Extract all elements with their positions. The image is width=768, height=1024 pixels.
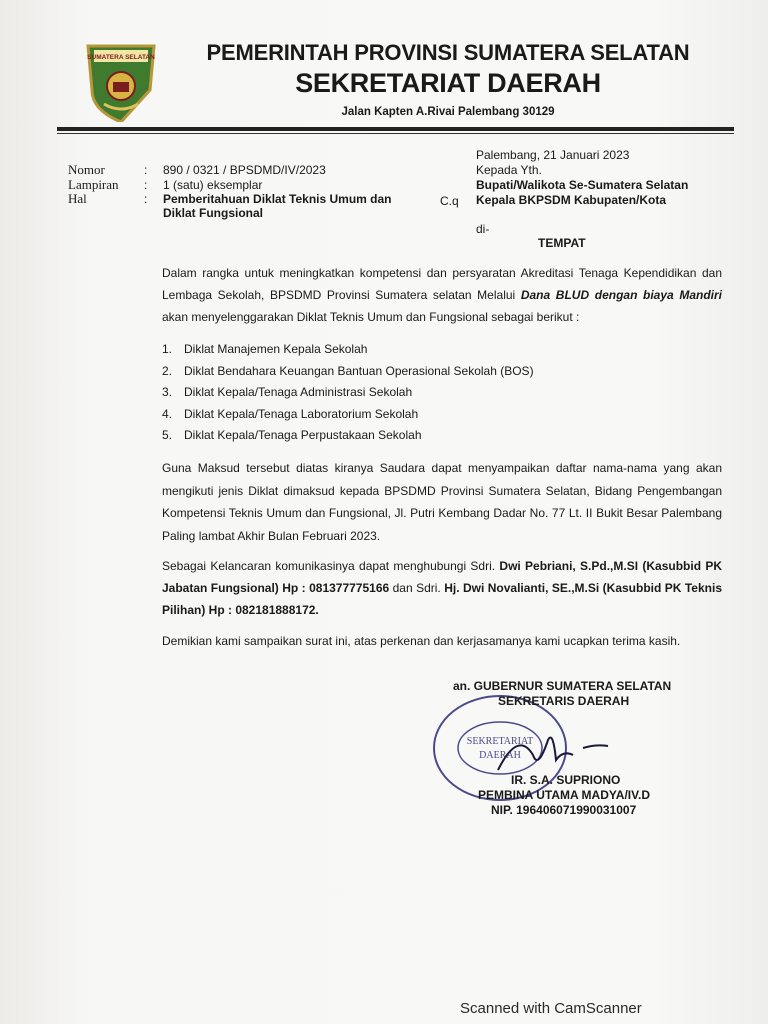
signer-name: IR. S.A. SUPRIONO [511,773,621,787]
intro-text-emphasis: Dana BLUD dengan biaya Mandiri [520,288,722,302]
contact-person-1: Dwi Pebriani, S.Pd.,M.SI (Kasubbid PK Jabatan Fungsional) Hp : 081377775166 [162,559,722,595]
lampiran-label: Lampiran [68,177,119,192]
signer-rank: PEMBINA UTAMA MADYA/IV.D [478,788,651,802]
intro-text-post: akan menyelenggarakan Diklat Teknis Umum dan Fungsional sebagai berikut : [162,310,580,324]
signature-title: SEKRETARIS DAERAH [498,694,630,708]
hal-label: Hal [68,191,87,206]
contact-paragraph [162,555,722,621]
diklat-list [162,339,534,447]
cq-label: C.q [440,194,459,208]
submission-paragraph: Guna Maksud tersebut diatas kiranya Saudara dapat menyampaikan daftar nama-nama yang akan mengikuti jenis Diklat dimaksud kepada BPSDMD Provinsi Sumatera Selatan, Bidang Pengembangan Kompetensi Teknis Umum dan Fungsional, Jl. Putri Kembang Dadar No. 77 Lt. II Bukit Besar Palembang Paling lambat Akhir Bulan Februari 2023. [162,461,722,543]
nomor-label: Nomor [68,162,105,177]
nomor-value: 890 / 0321 / BPSDMD/IV/2023 [163,163,326,177]
list-item: 2. Diklat Bendahara Keuangan Bantuan Operasional Sekolah (BOS) [162,363,534,378]
intro-paragraph [162,262,722,328]
signer-nip: NIP. 196406071990031007 [491,803,637,817]
place-date: Palembang, 21 Januari 2023 [476,148,630,162]
closing-paragraph: Demikian kami sampaikan surat ini, atas perkenan dan kerjasamanya kami ucapkan terima kasih. [162,634,681,648]
list-item: 1. Diklat Manajemen Kepala Sekolah [162,342,368,356]
recipient-cq: Kepala BKPSDM Kabupaten/Kota [476,193,667,207]
lampiran-value: 1 (satu) eksemplar [163,178,263,192]
letterhead-divider-thin [57,133,734,134]
svg-text:DAERAH: DAERAH [479,750,521,761]
contact-person-2: Hj. Dwi Novalianti, SE.,M.Si (Kasubbid PK Teknis Pilihan) Hp : 082181888172. [162,581,722,617]
nomor-colon: : [144,163,148,177]
recipient-tempat: TEMPAT [538,236,586,250]
svg-text:SUMATERA SELATAN: SUMATERA SELATAN [87,54,155,61]
lampiran-colon: : [144,178,148,192]
letterhead-government: PEMERINTAH PROVINSI SUMATERA SELATAN [206,40,690,65]
province-logo [80,40,162,122]
list-item: 4. Diklat Kepala/Tenaga Laboratorium Sekolah [162,406,419,421]
letterhead-address: Jalan Kapten A.Rivai Palembang 30129 [341,106,555,118]
scanner-watermark: Scanned with CamScanner [460,1000,642,1017]
list-item: 3. Diklat Kepala/Tenaga Administrasi Sekolah [162,385,413,399]
signature-an: an. GUBERNUR SUMATERA SELATAN [453,679,672,693]
letterhead-secretariat: SEKRETARIAT DAERAH [295,68,601,98]
list-item: 5. Diklat Kepala/Tenaga Perpustakaan Sekolah [162,428,422,442]
contact-text-a: Sebagai Kelancaran komunikasinya dapat menghubungi Sdri. [162,559,500,573]
recipient-di: di- [476,222,490,236]
intro-text-pre: Dalam rangka untuk meningkatkan kompetensi dan persyaratan Akreditasi Tenaga Kependidikan dan Lembaga Sekolah, BPSDMD Provinsi Sumatera selatan Melalui [162,266,722,302]
letterhead-divider [57,127,734,131]
recipient-to: Bupati/Walikota Se-Sumatera Selatan [476,178,689,192]
hal-colon: : [144,192,148,206]
kepada-yth: Kepada Yth. [476,163,542,177]
hal-value-line1: Pemberitahuan Diklat Teknis Umum dan [163,192,392,206]
svg-text:SEKRETARIAT: SEKRETARIAT [466,736,534,747]
contact-text-c: dan Sdri. [389,581,445,595]
hal-value-line2: Diklat Fungsional [163,206,264,220]
